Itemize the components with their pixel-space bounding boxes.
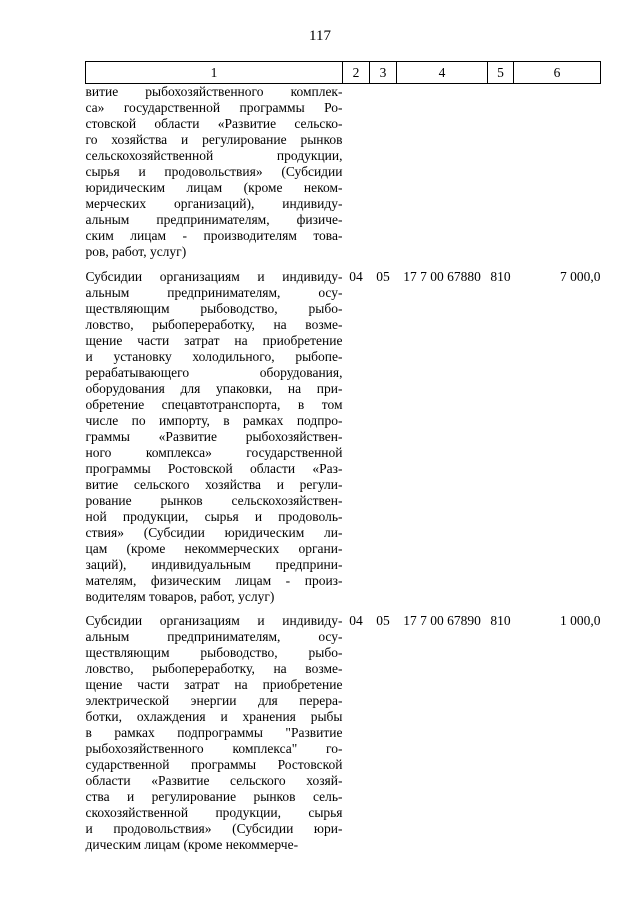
description-line: Субсидии организациям и индивиду- (85, 269, 343, 284)
description-cell (86, 613, 343, 861)
table-row (86, 613, 601, 861)
description-cell (86, 84, 343, 270)
description-line: в рамках подпрограммы "Развитие (85, 725, 343, 740)
description-line: са» государственной программы Ро- (85, 100, 343, 115)
description-line: обретение спецавтотранспорта, в том (85, 397, 343, 412)
description-line: ного комплекса» государственной (85, 445, 343, 460)
description-line: витие сельского хозяйства и регули- (85, 477, 343, 492)
description-line: и продовольствия» (Субсидии юри- (85, 821, 343, 836)
header-col-4: 4 (397, 62, 488, 84)
description-line: числе по импорту, в рамках подпро- (85, 413, 343, 428)
description-line: области «Развитие сельского хозяй- (85, 773, 343, 788)
description-line: скохозяйственной продукции, сырья (85, 805, 343, 820)
description-line: ной продукции, сырья и продоволь- (85, 509, 343, 524)
description-line: рерабатывающего оборудования, (85, 365, 343, 380)
header-col-2: 2 (343, 62, 370, 84)
amount-cell (514, 84, 601, 270)
section-code-cell: 04 (349, 613, 363, 628)
description-line: альным предпринимателям, физиче- (85, 212, 343, 227)
description-line: ров, работ, услуг) (85, 244, 187, 259)
description-line: сырья и продовольствия» (Субсидии (85, 164, 343, 179)
description-line: программы Ростовской области «Раз- (85, 461, 343, 476)
description-line: ществляющим рыбоводство, рыбо- (85, 645, 343, 660)
description-line: цам (кроме некоммерческих органи- (85, 541, 343, 556)
description-line: витие рыбохозяйственного комплек- (85, 84, 343, 99)
budget-table (85, 61, 601, 861)
description-line: го хозяйства и регулирование рынков (85, 132, 343, 147)
description-line: и установку холодильного, рыбопе- (85, 349, 343, 364)
description-line: стовской области «Развитие сельско- (85, 116, 343, 131)
page-number: 117 (309, 28, 331, 44)
description-line: оборудования для упаковки, на при- (85, 381, 343, 396)
amount-cell: 7 000,0 (560, 269, 601, 284)
header-col-1: 1 (86, 62, 343, 84)
description-line: ства и регулирование рынков сель- (85, 789, 343, 804)
target-article-code-cell: 17 7 00 67880 (403, 269, 481, 284)
description-line: мерческих организаций), индивиду- (85, 196, 343, 211)
description-line: сельскохозяйственной продукции, (85, 148, 343, 163)
description-line: щение части затрат на приобретение (85, 333, 343, 348)
description-line: ловство, рыбопереработку, на возме- (85, 661, 343, 676)
header-col-3: 3 (370, 62, 397, 84)
description-line: дическим лицам (кроме некоммерче- (85, 837, 299, 852)
expense-type-code-cell: 810 (490, 613, 511, 628)
description-line: заций), индивидуальным предприни- (85, 557, 343, 572)
description-line: Субсидии организациям и индивиду- (85, 613, 343, 628)
description-line: водителям товаров, работ, услуг) (85, 589, 275, 604)
description-line: ществляющим рыбоводство, рыбо- (85, 301, 343, 316)
description-line: рование рынков сельскохозяйствен- (85, 493, 343, 508)
description-line: рыбохозяйственного комплекса" го- (85, 741, 343, 756)
subsection-code-cell (370, 84, 397, 270)
expense-type-code-cell: 810 (490, 269, 511, 284)
target-article-code-cell: 17 7 00 67890 (403, 613, 481, 628)
description-line: щение части затрат на приобретение (85, 677, 343, 692)
description-line: ботки, охлаждения и хранения рыбы (85, 709, 343, 724)
description-line: юридическим лицам (кроме неком- (85, 180, 343, 195)
table-row (86, 269, 601, 613)
description-line: альным предпринимателям, осу- (85, 629, 343, 644)
description-line: ским лицам - производителям това- (85, 228, 343, 243)
description-line: ствия» (Субсидии юридическим ли- (85, 525, 343, 540)
subsection-code-cell: 05 (376, 613, 390, 628)
description-line: граммы «Развитие рыбохозяйствен- (85, 429, 343, 444)
section-code-cell: 04 (349, 269, 363, 284)
description-line: альным предпринимателям, осу- (85, 285, 343, 300)
header-col-6: 6 (514, 62, 601, 84)
header-col-5: 5 (488, 62, 514, 84)
section-code-cell (343, 84, 370, 270)
table-row (86, 84, 601, 270)
description-line: ловство, рыбопереработку, на возме- (85, 317, 343, 332)
description-line: мателям, физическим лицам - произ- (85, 573, 343, 588)
description-cell (86, 269, 343, 613)
subsection-code-cell: 05 (376, 269, 390, 284)
table-header-row (86, 62, 601, 84)
target-article-code-cell (397, 84, 488, 270)
expense-type-code-cell (488, 84, 514, 270)
amount-cell: 1 000,0 (560, 613, 601, 628)
description-line: электрической энергии для перера- (85, 693, 343, 708)
description-line: сударственной программы Ростовской (85, 757, 343, 772)
